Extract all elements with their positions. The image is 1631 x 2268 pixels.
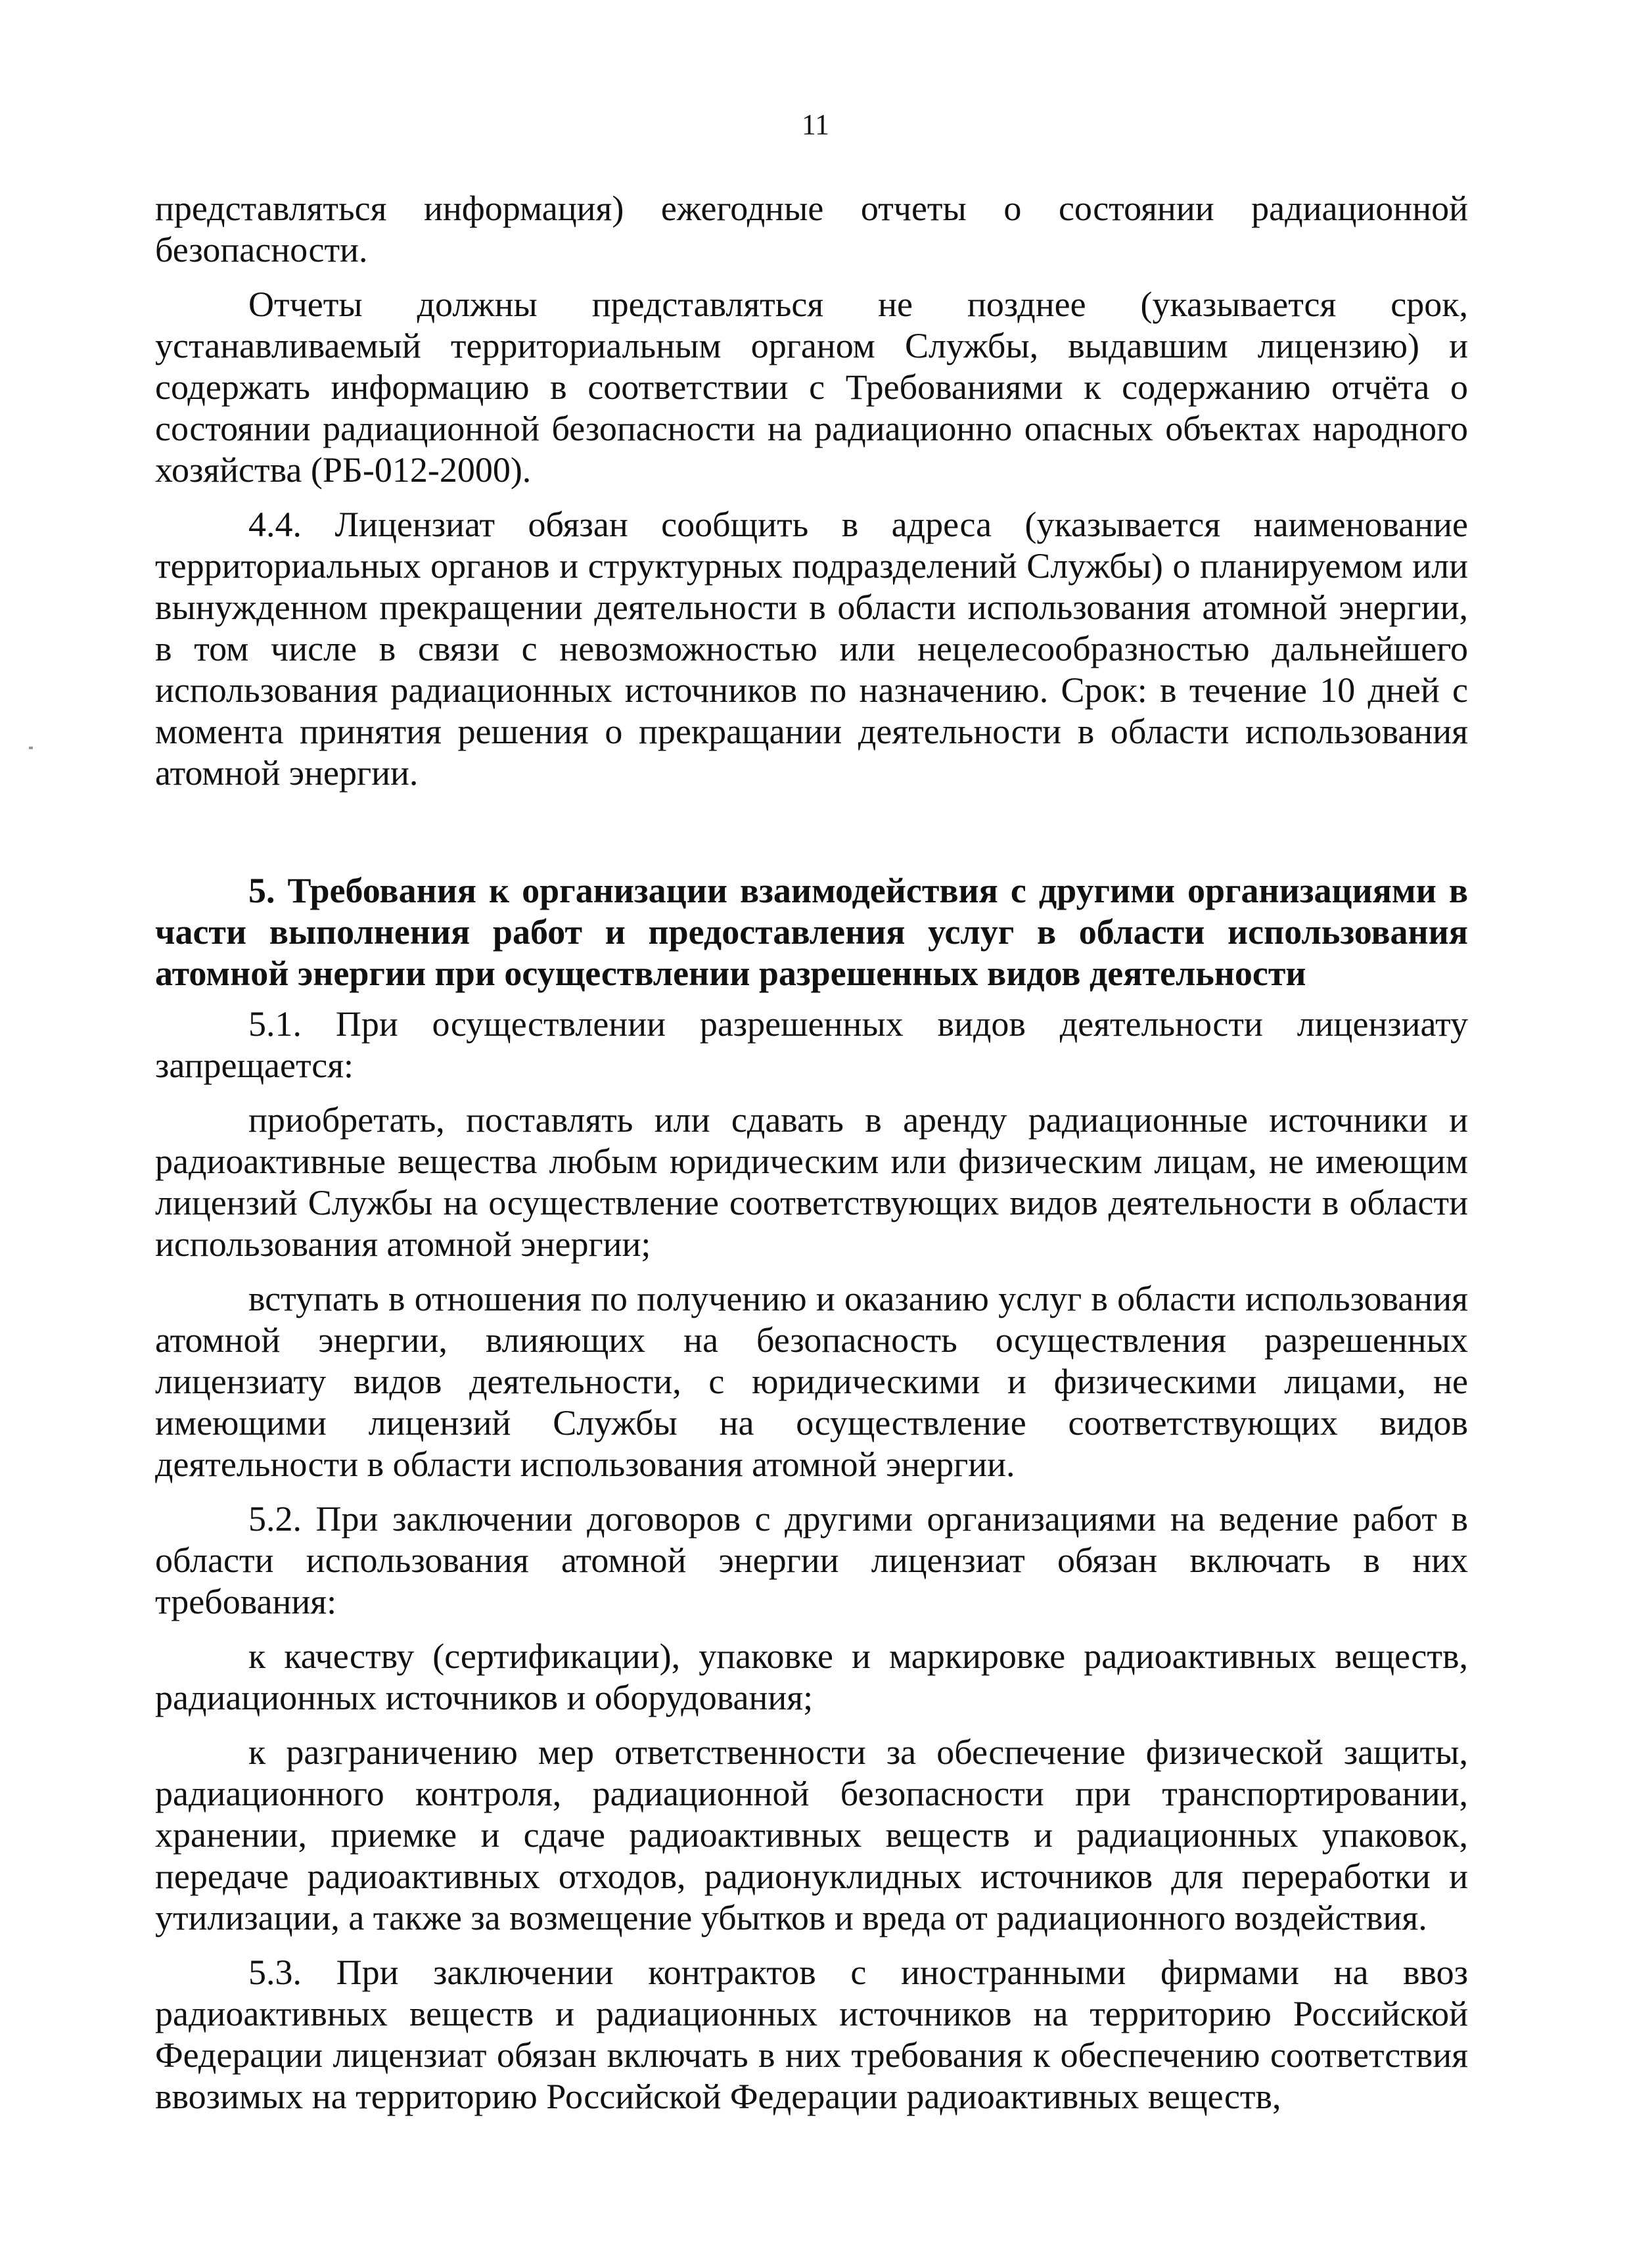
paragraph-4-4: 4.4. Лицензиат обязан сообщить в адреса (указывается наименование территориальных органов и структурных подразделений Службы) о планируемом или вынужденном прекращении деятельности в области использования атомной энергии, в том числе в связи с невозможностью или нецелесообразностью дальнейшего использования радиационных источников по назначению. Срок: в течение 10 дней с момента принятия решения о прекращании деятельности в области использования атомной энергии.	[155, 505, 1468, 793]
paragraph-5-2-item-b: к разграничению мер ответственности за обеспечение физической защиты, радиационного контроля, радиационной безопасности при транспортировании, хранении, приемке и сдаче радиоактивных веществ и радиационных упаковок, передаче радиоактивных отходов, радионуклидных источников для переработки и утилизации, а также за возмещение убытков и вреда от радиационного воздействия.	[155, 1732, 1468, 1937]
section-5-heading: 5. Требования к организации взаимодействия с другими организациями в части выполнения работ и предоставления услуг в области использования атомной энергии при осуществлении разрешенных видов деятельности	[155, 871, 1468, 993]
paragraph-5-1-item-b: вступать в отношения по получению и оказанию услуг в области использования атомной энергии, влияющих на безопасность осуществления разрешенных лицензиату видов деятельности, с юридическими и физическими лицами, не имеющими лицензий Службы на осуществление соответствующих видов деятельности в области использования атомной энергии.	[155, 1279, 1468, 1484]
scan-artifact	[29, 747, 33, 749]
paragraph-5-3: 5.3. При заключении контрактов с иностранными фирмами на ввоз радиоактивных веществ и радиационных источников на территорию Российской Федерации лицензиат обязан включать в них требования к обеспечению соответствия ввозимых на территорию Российской Федерации радиоактивных веществ,	[155, 1953, 1468, 2116]
document-body	[155, 188, 1468, 2131]
page-number: 11	[801, 108, 830, 141]
paragraph-5-1: 5.1. При осуществлении разрешенных видов деятельности лицензиату запрещается:	[155, 1004, 1468, 1085]
paragraph-5-2: 5.2. При заключении договоров с другими организациями на ведение работ в области использования атомной энергии лицензиат обязан включать в них требования:	[155, 1499, 1468, 1621]
paragraph-5-2-item-a: к качеству (сертификации), упаковке и маркировке радиоактивных веществ, радиационных источников и оборудования;	[155, 1636, 1468, 1717]
paragraph-continuation: представляться информация) ежегодные отчеты о состоянии радиационной безопасности.	[155, 189, 1468, 269]
paragraph-5-1-item-a: приобретать, поставлять или сдавать в аренду радиационные источники и радиоактивные вещества любым юридическим или физическим лицам, не имеющим лицензий Службы на осуществление соответствующих видов деятельности в области использования атомной энергии;	[155, 1100, 1468, 1264]
paragraph-reports: Отчеты должны представляться не позднее (указывается срок, устанавливаемый территориальным органом Службы, выдавшим лицензию) и содержать информацию в соответствии с Требованиями к содержанию отчёта о состоянии радиационной безопасности на радиационно опасных объектах народного хозяйства (РБ-012-2000).	[155, 285, 1468, 490]
